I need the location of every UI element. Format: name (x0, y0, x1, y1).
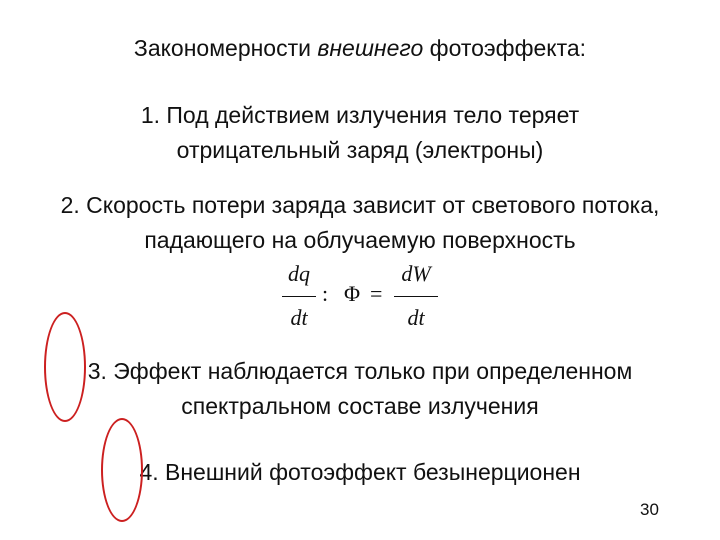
page-number: 30 (640, 500, 659, 519)
fraction-dq-dt (282, 256, 316, 340)
fraction-bar (394, 296, 438, 297)
point-2-line-2: падающего на облучаемую поверхность (144, 227, 576, 253)
point-1-line-1: 1. Под действием излучения тело теряет (140, 102, 580, 128)
fraction-numerator: dq (288, 261, 310, 286)
title-text-after: фотоэффекта: (423, 35, 587, 61)
fraction-bar (282, 296, 316, 297)
formula (270, 256, 450, 340)
point-2-line-1: 2. Скорость потери заряда зависит от светового потока, (60, 192, 660, 218)
proportional-sign: : (322, 281, 329, 306)
fraction-denominator: dt (407, 305, 425, 330)
equals-sign: = (370, 281, 383, 306)
highlight-circle-point-3 (44, 312, 86, 422)
point-4-line-1: 4. Внешний фотоэффект безынерционен (139, 459, 581, 485)
point-3-line-1: 3. Эффект наблюдается только при определенном (87, 358, 633, 384)
point-3-line-2: спектральном составе излучения (181, 393, 539, 419)
title-text-before: Закономерности (133, 35, 318, 61)
fraction-numerator: dW (401, 261, 431, 286)
highlight-circle-point-4 (101, 418, 143, 522)
point-1-line-2: отрицательный заряд (электроны) (176, 137, 544, 163)
title-emphasis: внешнего (317, 35, 424, 61)
phi-symbol: Φ (344, 281, 361, 306)
fraction-denominator: dt (290, 305, 308, 330)
fraction-dw-dt (394, 256, 438, 340)
slide-title (0, 34, 720, 62)
